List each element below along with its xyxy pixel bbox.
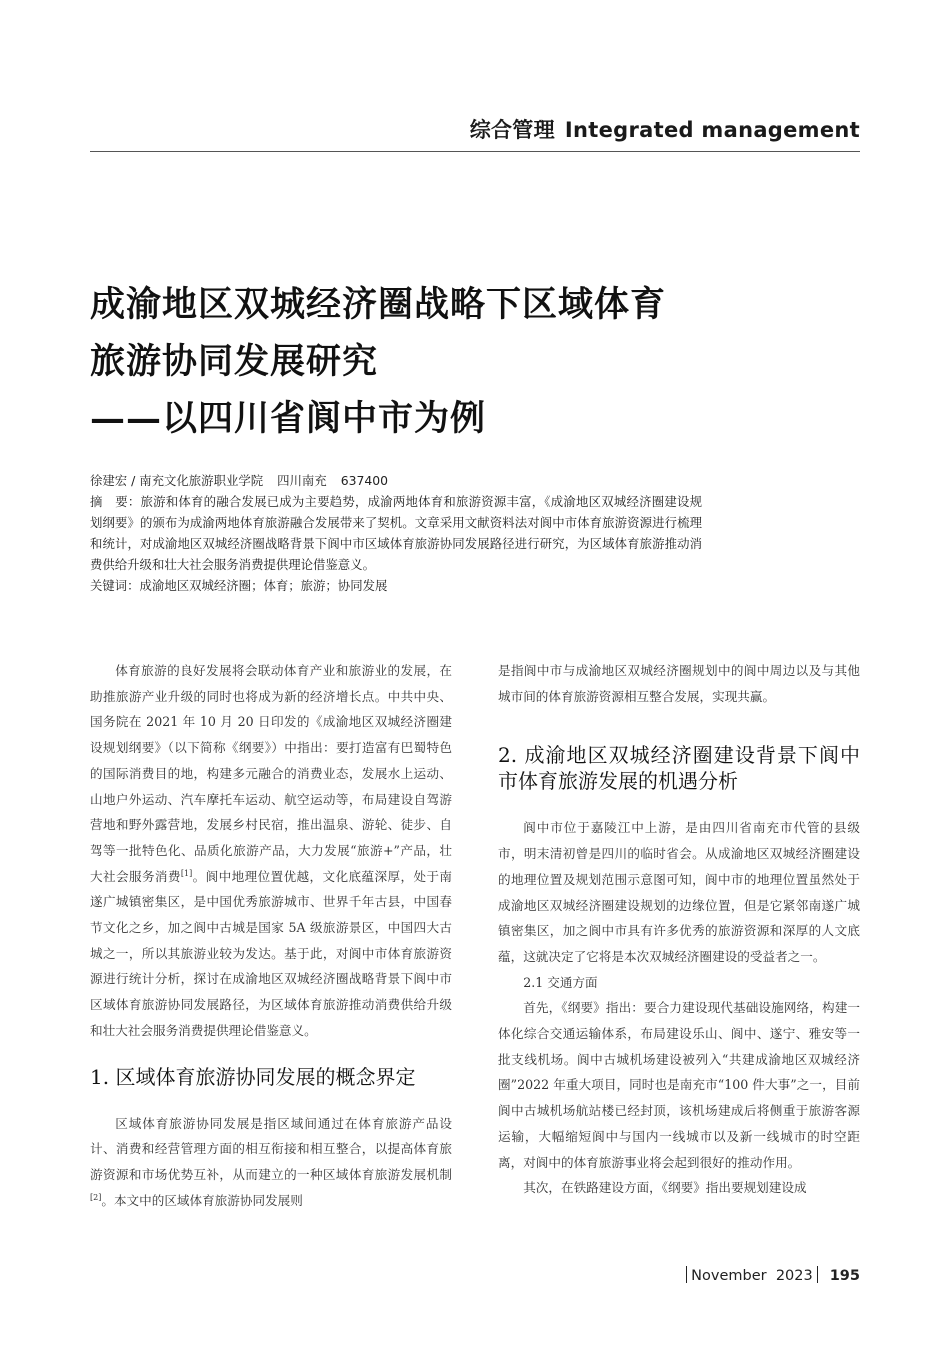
section-title-en: Integrated management bbox=[564, 118, 860, 142]
continued-paragraph: 是指阆中市与成渝地区双城经济圈规划中的阆中周边以及与其他城市间的体育旅游资源相互整合发展，实现共赢。 bbox=[498, 663, 860, 704]
reference-1: [1] bbox=[180, 868, 193, 878]
footer-divider-right bbox=[817, 1266, 818, 1283]
title-line-3: ——以四川省阆中市为例 bbox=[90, 398, 487, 439]
subsection-heading-2-1: 2.1 交通方面 bbox=[523, 974, 598, 990]
section-2-paragraph: 阆中市位于嘉陵江中上游，是由四川省南充市代管的县级市，明末清初曾是四川的临时省会。从成渝地区双城经济圈建设的地理位置及规划范围示意图可知，阆中市的地理位置虽然处于成渝地区双城经济圈建设规划的边缘位置，但是它紧邻南遂广城镇密集区，加之阆中市具有许多优秀的旅游资源和深厚的人文底蕴，这就决定了它将是本次双城经济圈建设的受益者之一。 bbox=[498, 820, 860, 964]
footer-divider-left bbox=[686, 1266, 687, 1283]
author-line bbox=[90, 470, 702, 491]
section-1-text-a: 区域体育旅游协同发展是指区域间通过在体育旅游产品设计、消费和经营管理方面的相互衔接和相互整合，以提高体育旅游资源和市场优势互补，从而建立的一种区域体育旅游发展机制 bbox=[90, 1115, 452, 1182]
author-postcode: 637400 bbox=[340, 473, 389, 488]
footer-year: 2023 bbox=[775, 1268, 813, 1284]
footer-month: November bbox=[691, 1268, 767, 1284]
author-location: 四川南充 bbox=[277, 473, 327, 488]
keywords: 关键词：成渝地区双城经济圈；体育；旅游；协同发展 bbox=[90, 578, 388, 593]
section-1-paragraph bbox=[90, 1111, 452, 1214]
header-divider bbox=[90, 151, 860, 152]
body-column-right bbox=[498, 658, 860, 1201]
reference-2: [2] bbox=[90, 1192, 102, 1202]
author-affiliation: 徐建宏 / 南充文化旅游职业学院 bbox=[90, 473, 264, 488]
title-line-2: 旅游协同发展研究 bbox=[90, 341, 379, 382]
page-footer bbox=[682, 1266, 860, 1284]
subsection-2-1-paragraph-1: 首先，《纲要》指出：要合力建设现代基础设施网络，构建一体化综合交通运输体系，布局建设乐山、阆中、遂宁、雅安等一批支线机场。阆中古城机场建设被列入“共建成渝地区双城经济圈”2022 年重大项目，同时也是南充市“100 件大事”之一，目前阆中古城机场航站楼已经封顶，该机场建成后将侧重于旅游客源运输，大幅缩短阆中与国内一线城市以及新一线城市的时空距离，对阆中的体育旅游事业将会起到很好的推动作用。 bbox=[498, 1000, 860, 1170]
page-number: 195 bbox=[829, 1268, 860, 1284]
intro-text-b: 。阆中地理位置优越，文化底蕴深厚，处于南遂广城镇密集区，是中国优秀旅游城市、世界千年古县，中国春节文化之乡，加之阆中古城是国家 5A 级旅游景区，中国四大古城之一，所以其旅游业较为发达。基于此，对阆中市体育旅游资源进行统计分析，探讨在成渝地区双城经济圈战略背景下阆中市区域体育旅游协同发展路径，为区域体育旅游推动消费供给升级和壮大社会服务消费提供理论借鉴意义。 bbox=[90, 868, 453, 1038]
subsection-2-1-paragraph-2: 其次，在铁路建设方面，《纲要》指出要规划建设成 bbox=[523, 1180, 807, 1196]
section-heading-2: 2. 成渝地区双城经济圈建设背景下阆中市体育旅游发展的机遇分析 bbox=[498, 743, 860, 794]
intro-text-a: 体育旅游的良好发展将会联动体育产业和旅游业的发展，在助推旅游产业升级的同时也将成为新的经济增长点。中共中央、国务院在 2021 年 10 月 20 日印发的《成渝地区双城经济圈建设规划纲要》（以下简称《纲要》）中指出：要打造富有巴蜀特色的国际消费目的地，构建多元融合的消费业态，发展水上运动、山地户外运动、汽车摩托车运动、航空运动等，布局建设自驾游营地和野外露营地，发展乡村民宿，推出温泉、游轮、徒步、自驾等一批特色化、品质化旅游产品，大力发展“旅游+”产品，壮大社会服务消费 bbox=[90, 663, 452, 884]
intro-paragraph bbox=[90, 658, 452, 1044]
article-title bbox=[90, 276, 850, 447]
section-1-text-b: 。本文中的区域体育旅游协同发展则 bbox=[101, 1192, 303, 1208]
article-meta bbox=[90, 470, 702, 596]
section-heading-1: 1. 区域体育旅游协同发展的概念界定 bbox=[90, 1064, 416, 1089]
body-column-left bbox=[90, 658, 452, 1213]
section-title-cn: 综合管理 bbox=[469, 118, 555, 142]
journal-section-header bbox=[0, 114, 860, 144]
title-line-1: 成渝地区双城经济圈战略下区域体育 bbox=[90, 284, 667, 325]
abstract: 摘 要：旅游和体育的融合发展已成为主要趋势，成渝两地体育和旅游资源丰富，《成渝地区双城经济圈建设规划纲要》的颁布为成渝两地体育旅游融合发展带来了契机。文章采用文献资料法对阆中市体育旅游资源进行梳理和统计，对成渝地区双城经济圈战略背景下阆中市区域体育旅游协同发展路径进行研究，为区域体育旅游推动消费供给升级和壮大社会服务消费提供理论借鉴意义。 bbox=[90, 494, 702, 572]
